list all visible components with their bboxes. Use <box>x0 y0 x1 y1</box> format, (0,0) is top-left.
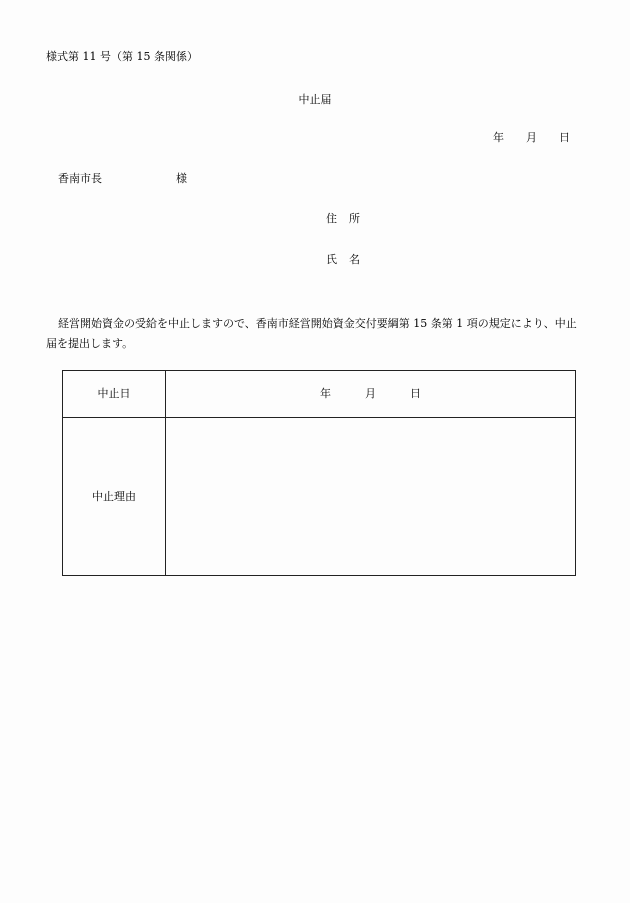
stop-date-label: 中止日 <box>63 371 166 418</box>
applicant-address-label <box>326 212 360 225</box>
applicant-name-label <box>326 253 360 266</box>
stop-details-table <box>62 370 576 576</box>
submission-date <box>493 131 570 144</box>
stop-reason-label: 中止理由 <box>63 418 166 576</box>
form-number: 様式第 11 号（第 15 条関係） <box>46 50 198 63</box>
body-paragraph <box>46 314 586 354</box>
name-label-part: 氏 <box>326 253 337 266</box>
body-text: 経営開始資金の受給を中止しますので、香南市経営開始資金交付要綱第 15 条第 1 項の規定により、中止届を提出します。 <box>46 317 577 350</box>
addressee-name: 香南市長 <box>58 172 102 185</box>
stop-date-day: 日 <box>410 387 421 401</box>
document-title: 中止届 <box>298 93 332 106</box>
table-row <box>63 371 576 418</box>
name-label-part: 名 <box>349 253 360 266</box>
stop-date-month: 月 <box>365 387 376 401</box>
addressee-honorific: 様 <box>176 172 187 185</box>
address-label-part: 住 <box>326 212 337 225</box>
date-month: 月 <box>526 131 537 144</box>
address-label-part: 所 <box>349 212 360 225</box>
date-day: 日 <box>559 131 570 144</box>
stop-date-field[interactable] <box>166 371 576 418</box>
addressee <box>58 172 187 185</box>
stop-date-year: 年 <box>320 387 331 401</box>
table-row <box>63 418 576 576</box>
date-year: 年 <box>493 131 504 144</box>
stop-reason-field[interactable] <box>166 418 576 576</box>
